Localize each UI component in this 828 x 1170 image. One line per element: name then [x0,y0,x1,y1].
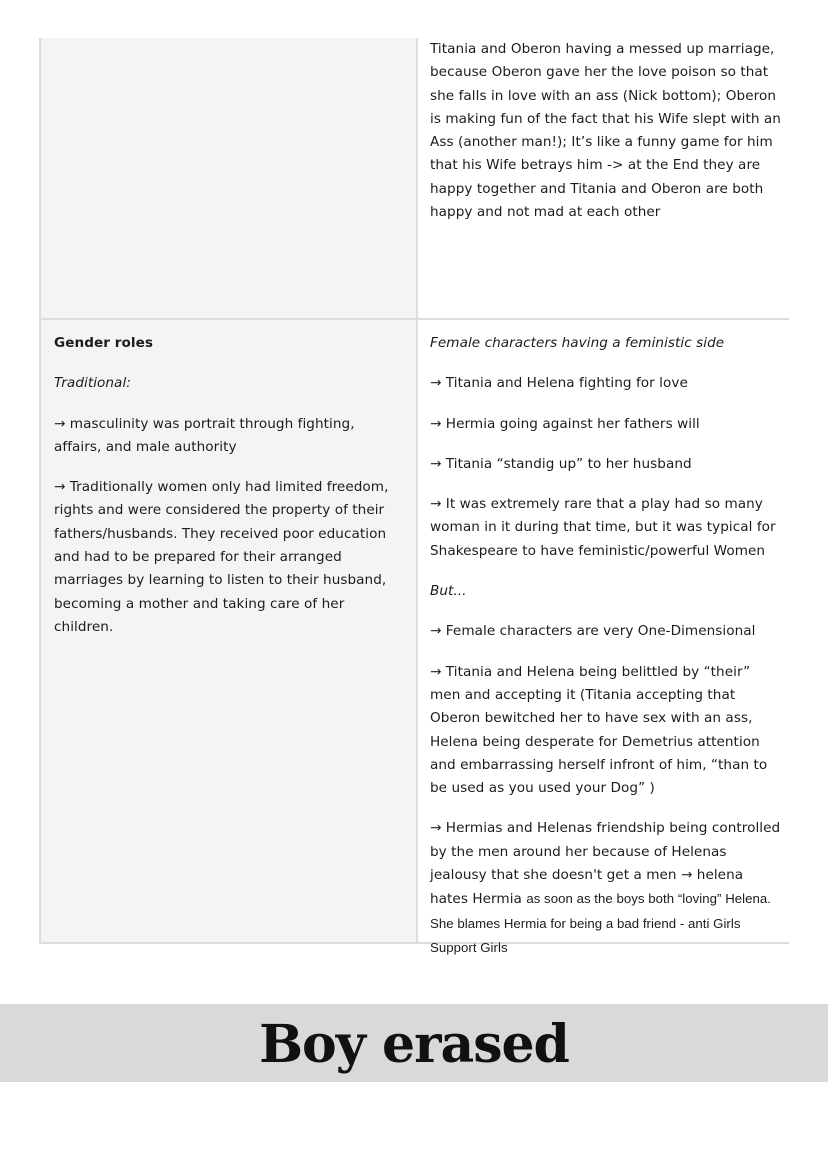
list-item: → Titania and Helena being belittled by “their” men and accepting it (Titania accepting that Oberon bewitched her to have sex with an ass, Helena being desperate for Demetrius attention and embarrassing herself infront of him, “than to be used as you used your Dog” ) [430,663,768,797]
gender-roles-heading: Gender roles [54,335,154,351]
masculinity-paragraph: → masculinity was portrait through fighting, affairs, and male authority [54,415,355,455]
table-cell-gender-roles [41,318,416,942]
list-item: → Titania and Helena fighting for love [430,375,688,392]
list-item: → It was extremely rare that a play had so many woman in it during that time, but it was typical for Shakespeare to have feministic/powerful Women [430,496,776,559]
banner-title: Boy erased [259,1014,569,1075]
women-paragraph: → Traditionally women only had limited freedom, rights and were considered the property of their fathers/husbands. They received poor education and had to be prepared for their arranged marriages by learning to listen to their husband, becoming a mother and taking care of her children. [54,479,389,635]
friendship-text-part2: as soon as the boys both “loving” Helena. She blames Hermia for being a bad friend - anti Girls Support Girls [430,891,772,955]
list-item: → Female characters are very One-Dimensional [430,623,756,640]
traditional-subheading: Traditional: [54,375,131,392]
list-item: → Titania “standig up” to her husband [430,455,692,472]
table-cell-feminism [416,318,789,955]
but-label: But... [430,583,467,600]
marriage-text: Titania and Oberon having a messed up marriage, because Oberon gave her the love poison so that she falls in love with an ass (Nick bottom); Oberon is making fun of the fact that his Wife slept with an Ass (another man!); It’s like a funny game for him that his Wife betrays him -> at the End they are happy together and Titania and Oberon are both happy and not mad at each other [430,41,781,221]
friendship-paragraph [430,817,782,960]
section-banner [0,1004,828,1082]
friendship-text-part1: → Hermias and Helenas friendship being controlled by the men around her because of Helenas jealousy that she doesn't get a men → helena hates Hermia [430,820,781,908]
table-cell-marriage [416,38,789,318]
feministic-heading: Female characters having a feministic side [430,335,725,351]
table-cell-empty [41,38,416,318]
list-item: → Hermia going against her fathers will [430,415,700,432]
notes-table [39,38,789,955]
